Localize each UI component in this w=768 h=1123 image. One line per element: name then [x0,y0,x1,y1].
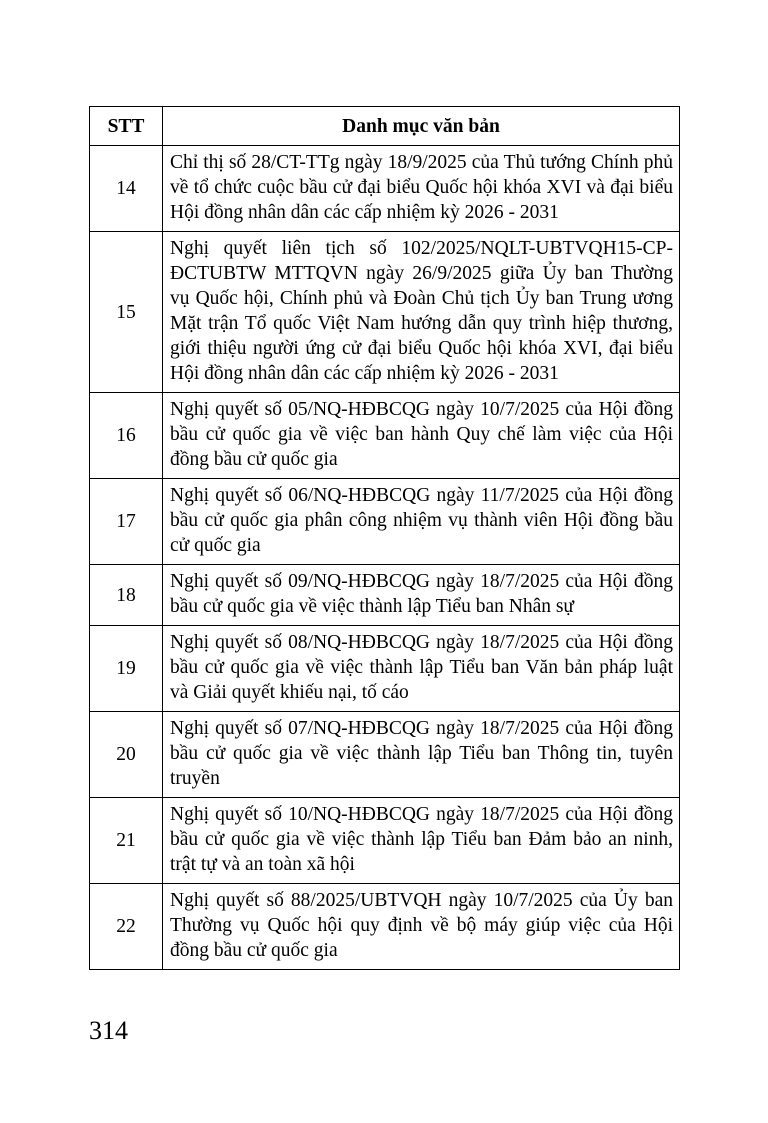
document-list-table [89,106,680,970]
header-stt: STT [90,107,163,146]
row-number: 16 [90,393,163,479]
row-number: 19 [90,626,163,712]
document-entry: Nghị quyết số 07/NQ-HĐBCQG ngày 18/7/2025 của Hội đồng bầu cử quốc gia về việc thành lập Tiểu ban Thông tin, tuyên truyền [163,712,680,798]
table-row [90,798,680,884]
table-row [90,393,680,479]
document-entry: Nghị quyết số 06/NQ-HĐBCQG ngày 11/7/2025 của Hội đồng bầu cử quốc gia phân công nhiệm vụ thành viên Hội đồng bầu cử quốc gia [163,479,680,565]
row-number: 20 [90,712,163,798]
table-row [90,565,680,626]
table-row [90,146,680,232]
table-row [90,884,680,970]
row-number: 15 [90,232,163,393]
row-number: 18 [90,565,163,626]
page-number: 314 [89,1016,128,1045]
document-entry: Nghị quyết số 08/NQ-HĐBCQG ngày 18/7/2025 của Hội đồng bầu cử quốc gia về việc thành lập Tiểu ban Văn bản pháp luật và Giải quyết khiếu nại, tố cáo [163,626,680,712]
document-entry: Chỉ thị số 28/CT-TTg ngày 18/9/2025 của Thủ tướng Chính phủ về tổ chức cuộc bầu cử đại biểu Quốc hội khóa XVI và đại biểu Hội đồng nhân dân các cấp nhiệm kỳ 2026 - 2031 [163,146,680,232]
row-number: 17 [90,479,163,565]
document-entry: Nghị quyết liên tịch số 102/2025/NQLT-UBTVQH15-CP-ĐCTUBTW MTTQVN ngày 26/9/2025 giữa Ủy ban Thường vụ Quốc hội, Chính phủ và Đoàn Chủ tịch Ủy ban Trung ương Mặt trận Tổ quốc Việt Nam hướng dẫn quy trình hiệp thương, giới thiệu người ứng cử đại biểu Quốc hội khóa XVI, đại biểu Hội đồng nhân dân các cấp nhiệm kỳ 2026 - 2031 [163,232,680,393]
table-row [90,232,680,393]
table-row [90,712,680,798]
table-header-row [90,107,680,146]
header-documents: Danh mục văn bản [163,107,680,146]
table-row [90,479,680,565]
row-number: 22 [90,884,163,970]
document-entry: Nghị quyết số 05/NQ-HĐBCQG ngày 10/7/2025 của Hội đồng bầu cử quốc gia về việc ban hành Quy chế làm việc của Hội đồng bầu cử quốc gia [163,393,680,479]
document-entry: Nghị quyết số 88/2025/UBTVQH ngày 10/7/2025 của Ủy ban Thường vụ Quốc hội quy định về bộ máy giúp việc của Hội đồng bầu cử quốc gia [163,884,680,970]
document-entry: Nghị quyết số 09/NQ-HĐBCQG ngày 18/7/2025 của Hội đồng bầu cử quốc gia về việc thành lập Tiểu ban Nhân sự [163,565,680,626]
document-entry: Nghị quyết số 10/NQ-HĐBCQG ngày 18/7/2025 của Hội đồng bầu cử quốc gia về việc thành lập Tiểu ban Đảm bảo an ninh, trật tự và an toàn xã hội [163,798,680,884]
row-number: 14 [90,146,163,232]
row-number: 21 [90,798,163,884]
table-row [90,626,680,712]
